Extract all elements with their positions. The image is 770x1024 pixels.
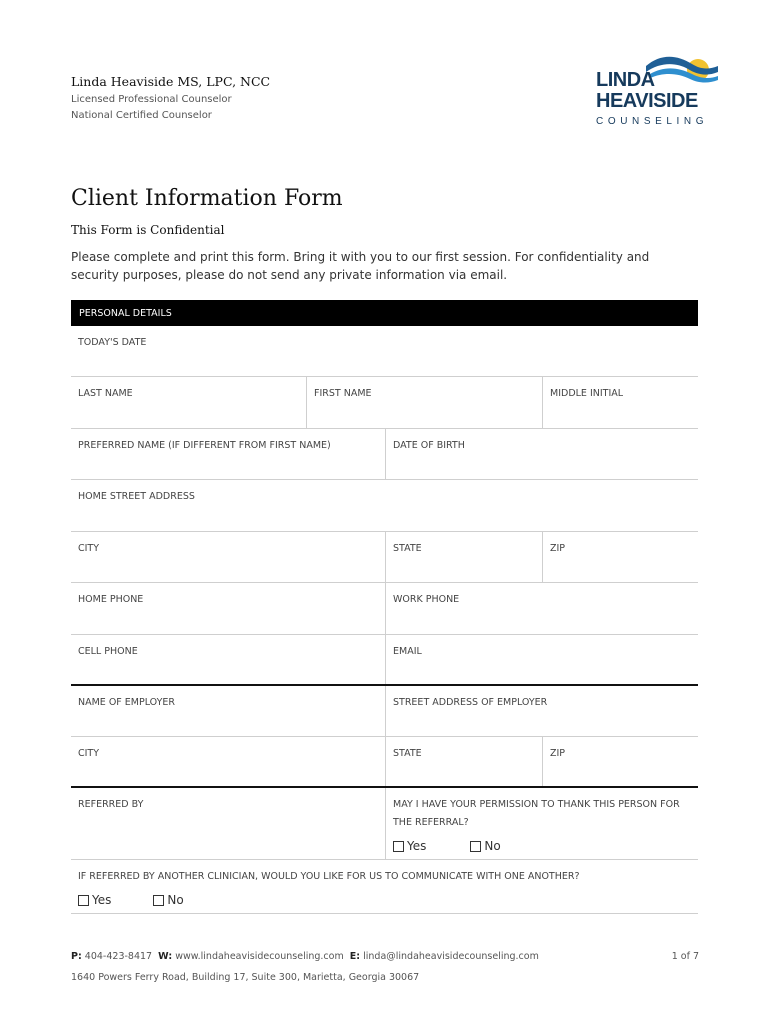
footer-phone: 404-423-8417 (84, 951, 153, 962)
todays-date-field[interactable] (71, 326, 698, 376)
checkbox[interactable] (153, 895, 164, 906)
form-row (71, 635, 698, 686)
field-label: IF REFERRED BY ANOTHER CLINICIAN, WOULD YOU LIKE FOR US TO COMMUNICATE WITH ONE ANOTHER? (78, 871, 580, 882)
logo-text-counseling: COUNSELING (596, 116, 709, 127)
referred-by-field[interactable] (71, 788, 385, 859)
field-label: TODAY'S DATE (78, 337, 147, 348)
field-label: CITY (78, 748, 100, 759)
field-label: WORK PHONE (393, 594, 460, 605)
work-phone-field[interactable] (385, 583, 698, 634)
middle-initial-field[interactable] (542, 377, 698, 428)
first-name-field[interactable] (306, 377, 542, 428)
referral-permission-options (393, 839, 501, 853)
form-row (71, 686, 698, 737)
referral-permission-field (385, 788, 698, 859)
logo-wave-icon (646, 52, 718, 84)
field-label: FIRST NAME (314, 388, 372, 399)
form-row (71, 788, 698, 860)
field-label: HOME PHONE (78, 594, 144, 605)
employer-city-field[interactable] (71, 737, 385, 786)
footer-website-link[interactable]: www.lindaheavisidecounseling.com (175, 951, 344, 962)
footer-address: 1640 Powers Ferry Road, Building 17, Suite 300, Marietta, Georgia 30067 (71, 972, 420, 983)
clinician-communication-field (71, 860, 698, 913)
form-title: Client Information Form (71, 186, 343, 211)
page-number: 1 of 7 (671, 951, 699, 962)
clinician-communication-options (78, 893, 184, 907)
zip-field[interactable] (542, 532, 698, 582)
employer-name-field[interactable] (71, 686, 385, 736)
referral-permission-yes[interactable] (393, 839, 426, 853)
option-label: Yes (407, 839, 427, 853)
cell-phone-field[interactable] (71, 635, 385, 684)
form-row (71, 429, 698, 480)
footer-contact (71, 951, 539, 962)
last-name-field[interactable] (71, 377, 306, 428)
checkbox[interactable] (78, 895, 89, 906)
home-phone-field[interactable] (71, 583, 385, 634)
field-label: ZIP (550, 543, 566, 554)
field-label: PREFERRED NAME (IF DIFFERENT FROM FIRST NAME) (78, 440, 331, 451)
footer-email-link[interactable]: linda@lindaheavisidecounseling.com (363, 951, 539, 962)
footer-web-label: W: (158, 951, 173, 962)
field-label: HOME STREET ADDRESS (78, 491, 195, 502)
field-label: STATE (393, 543, 422, 554)
form-subtitle: This Form is Confidential (71, 223, 225, 237)
field-label: ZIP (550, 748, 566, 759)
client-form (71, 300, 698, 914)
home-address-field[interactable] (71, 480, 698, 531)
checkbox[interactable] (393, 841, 404, 852)
form-row (71, 532, 698, 583)
field-label: CELL PHONE (78, 646, 138, 657)
option-label: Yes (92, 893, 112, 907)
field-label: REFERRED BY (78, 799, 144, 810)
state-field[interactable] (385, 532, 542, 582)
field-label: EMAIL (393, 646, 422, 657)
form-row (71, 326, 698, 377)
counselor-title-2: National Certified Counselor (71, 110, 212, 121)
form-row (71, 377, 698, 429)
logo-text-linda: LINDA (596, 69, 655, 91)
form-row (71, 737, 698, 788)
employer-address-field[interactable] (385, 686, 698, 736)
field-label: NAME OF EMPLOYER (78, 697, 176, 708)
footer-phone-label: P: (71, 951, 82, 962)
counselor-title-1: Licensed Professional Counselor (71, 94, 232, 105)
field-label: DATE OF BIRTH (393, 440, 465, 451)
employer-zip-field[interactable] (542, 737, 698, 786)
form-row (71, 480, 698, 532)
field-label: LAST NAME (78, 388, 133, 399)
logo-text-heaviside: HEAVISIDE (596, 90, 698, 112)
clinician-communication-yes[interactable] (78, 893, 111, 907)
referral-permission-no[interactable] (470, 839, 500, 853)
field-label: STATE (393, 748, 422, 759)
form-row (71, 583, 698, 635)
clinician-communication-no[interactable] (153, 893, 183, 907)
field-label: MAY I HAVE YOUR PERMISSION TO THANK THIS PERSON FOR THE REFERRAL? (393, 799, 680, 828)
field-label: CITY (78, 543, 100, 554)
email-field[interactable] (385, 635, 698, 684)
counselor-name: Linda Heaviside MS, LPC, NCC (71, 74, 271, 89)
employer-state-field[interactable] (385, 737, 542, 786)
date-of-birth-field[interactable] (385, 429, 698, 479)
option-label: No (167, 893, 184, 907)
checkbox[interactable] (470, 841, 481, 852)
preferred-name-field[interactable] (71, 429, 385, 479)
field-label: MIDDLE INITIAL (550, 388, 624, 399)
field-label: STREET ADDRESS OF EMPLOYER (393, 697, 548, 708)
section-header-personal-details: PERSONAL DETAILS (71, 300, 698, 326)
option-label: No (484, 839, 501, 853)
footer-email-label: E: (349, 951, 361, 962)
city-field[interactable] (71, 532, 385, 582)
form-instructions: Please complete and print this form. Bring it with you to our first session. For confidentiality and security purposes, please do not send any private information via email. (71, 250, 650, 282)
practice-logo (590, 50, 720, 132)
form-row (71, 860, 698, 914)
